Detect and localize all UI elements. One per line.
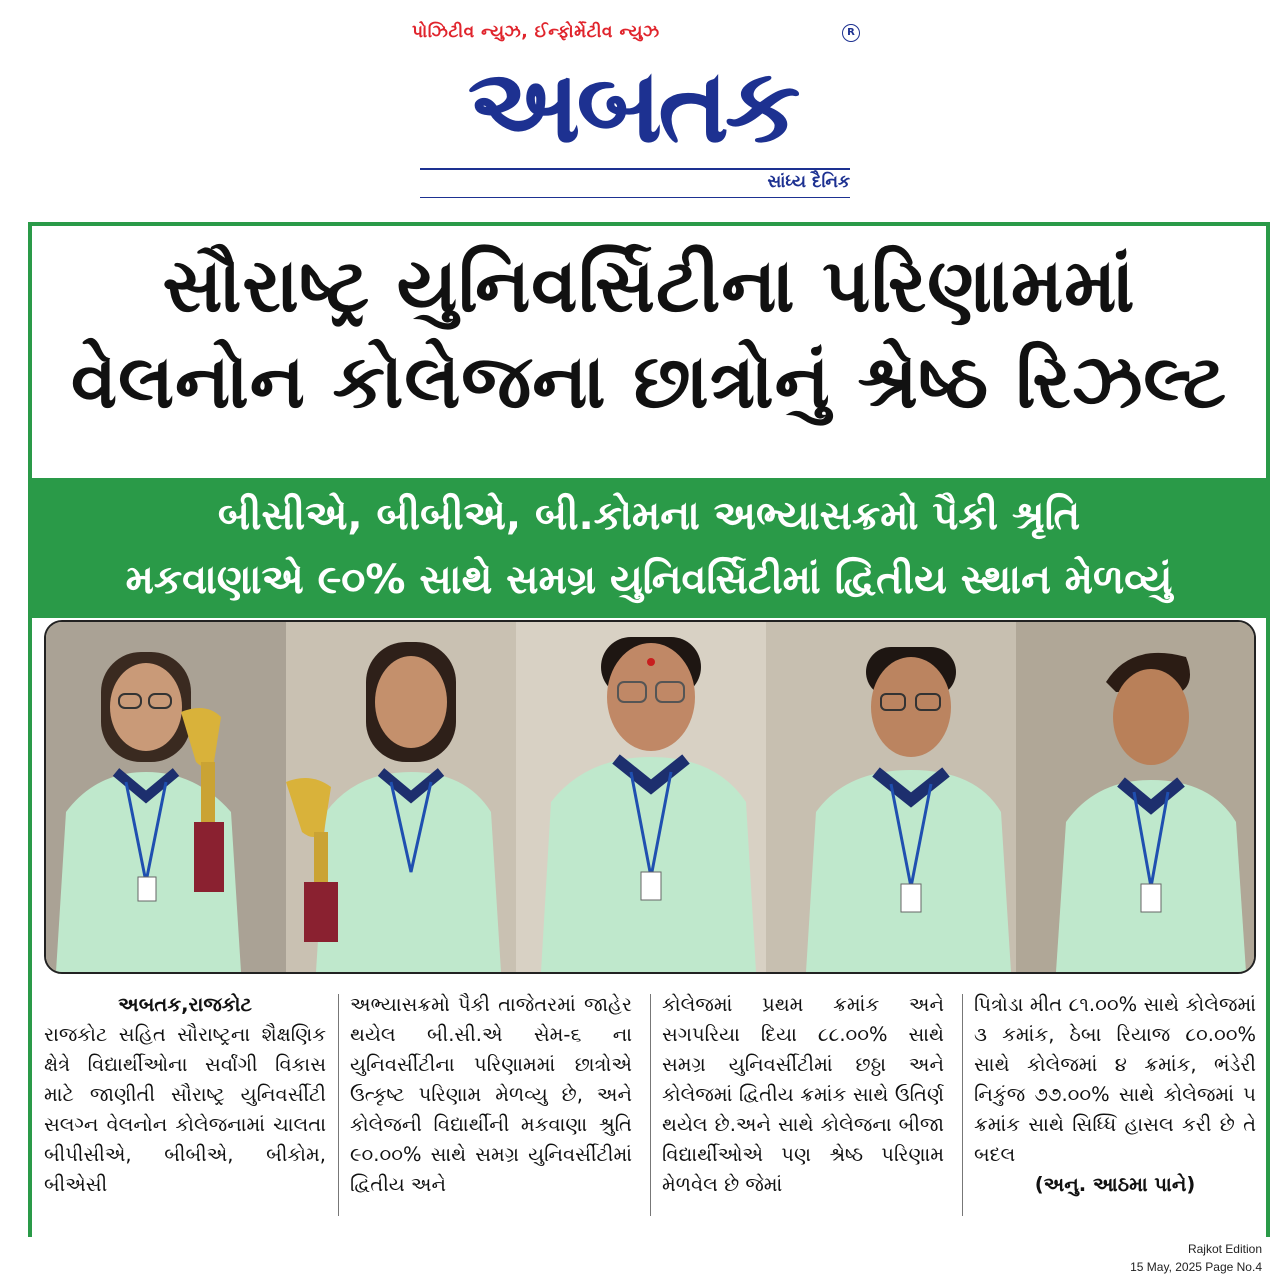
article-dateline: અબતક,રાજકોટ	[118, 993, 252, 1016]
subhead-band	[32, 478, 1266, 618]
continued-on-page-link[interactable]: (અનુ. આઠમા પાને)	[1034, 1173, 1196, 1196]
subhead-line-1: બીસીએ, બીબીએ, બી.કોમના અભ્યાસક્રમો પૈકી શ્રૃતિ	[217, 493, 1081, 539]
article-column-1	[44, 990, 326, 1200]
date-page-label: 15 May, 2025 Page No.4	[1130, 1260, 1262, 1274]
column-text: કોલેજમાં પ્રથમ ક્રમાંક અને સગપરિયા દિયા ૮૮.૦૦% સાથે સમગ્ર યુનિવર્સીટીમાં છઠ્ઠા અને કોલેજમાં દ્વિતીય ક્રમાંક સાથે ઉતિર્ણ થયેલ છે.અને સાથે કોલેજના બીજા વિદ્યાર્થીઓએ પણ શ્રેષ્ઠ પરિણામ મેળવેલ છે જેમાં	[662, 993, 944, 1196]
headline-line-2: વેલનોન કોલેજના છાત્રોનું શ્રેષ્ઠ રિઝલ્ટ	[71, 339, 1227, 425]
column-text: રાજકોટ સહિત સૌરાષ્ટ્રના શૈક્ષણિક ક્ષેત્રે વિદ્યાર્થીઓના સર્વાંગી વિકાસ માટે જાણીતી સૌરાષ્ટ્ર યુનિવર્સીટી સલગ્ન વેલનોન કોલેજનામાં ચાલતા બીપીસીએ, બીબીએ, બીકોમ, બીએસી	[44, 1023, 326, 1196]
masthead-rule	[420, 168, 850, 170]
masthead-subtitle: સાંધ્ય દૈનિક	[767, 172, 850, 192]
article-column-2	[350, 990, 632, 1200]
registered-mark-icon: R	[842, 24, 860, 42]
edition-label: Rajkot Edition	[1187, 1242, 1262, 1256]
article-body	[44, 990, 1256, 1220]
students-photo	[44, 620, 1256, 974]
article-column-4	[974, 990, 1256, 1200]
article-headline	[32, 238, 1266, 430]
subhead-line-2: મકવાણાએ ૯૦% સાથે સમગ્ર યુનિવર્સિટીમાં દ્વિતીય સ્થાન મેળવ્યું	[125, 557, 1173, 603]
headline-line-1: સૌરાષ્ટ્ર યુનિવર્સિટીના પરિણામમાં	[162, 243, 1136, 329]
masthead-rule-bottom	[420, 197, 850, 198]
column-divider	[338, 994, 339, 1216]
students-photo-illustration	[46, 622, 1254, 972]
column-text: પિત્રોડા મીત ૮૧.૦૦% સાથે કોલેજમાં ૩ કમાંક, ઠેબા રિયાજ ૮૦.૦૦% સાથે કોલેજમાં ૪ ક્રમાંક, ભંડેરી નિકુંજ ૭૭.૦૦% સાથે કોલેજમાં ૫ ક્રમાંક સાથે સિધ્ધિ હાસલ કરી છે તે બદલ	[974, 993, 1256, 1166]
column-text: અભ્યાસક્રમો પૈકી તાજેતરમાં જાહેર થયેલ બી.સી.એ સેમ-૬ ના યુનિવર્સીટીના પરિણામમાં છાત્રોએ ઉત્કૃષ્ટ પરિણામ મેળવ્યુ છે, અને કોલેજની વિદ્યાર્થીની મકવાણા શ્રુતિ ૯૦.૦૦% સાથે સમગ્ર યુનિવર્સીટીમાં દ્વિતીય અને	[350, 993, 632, 1196]
article-column-3	[662, 990, 944, 1200]
article-subhead	[32, 484, 1266, 612]
newspaper-logo[interactable]: અબતક	[467, 47, 797, 166]
page-footer	[1062, 1240, 1262, 1276]
masthead-tagline: પોઝિટીવ ન્યુઝ, ઈન્ફોર્મેટીવ ન્યુઝ	[412, 22, 660, 42]
column-divider	[650, 994, 651, 1216]
column-divider	[962, 994, 963, 1216]
news-article	[28, 222, 1270, 1237]
masthead	[0, 0, 1272, 210]
